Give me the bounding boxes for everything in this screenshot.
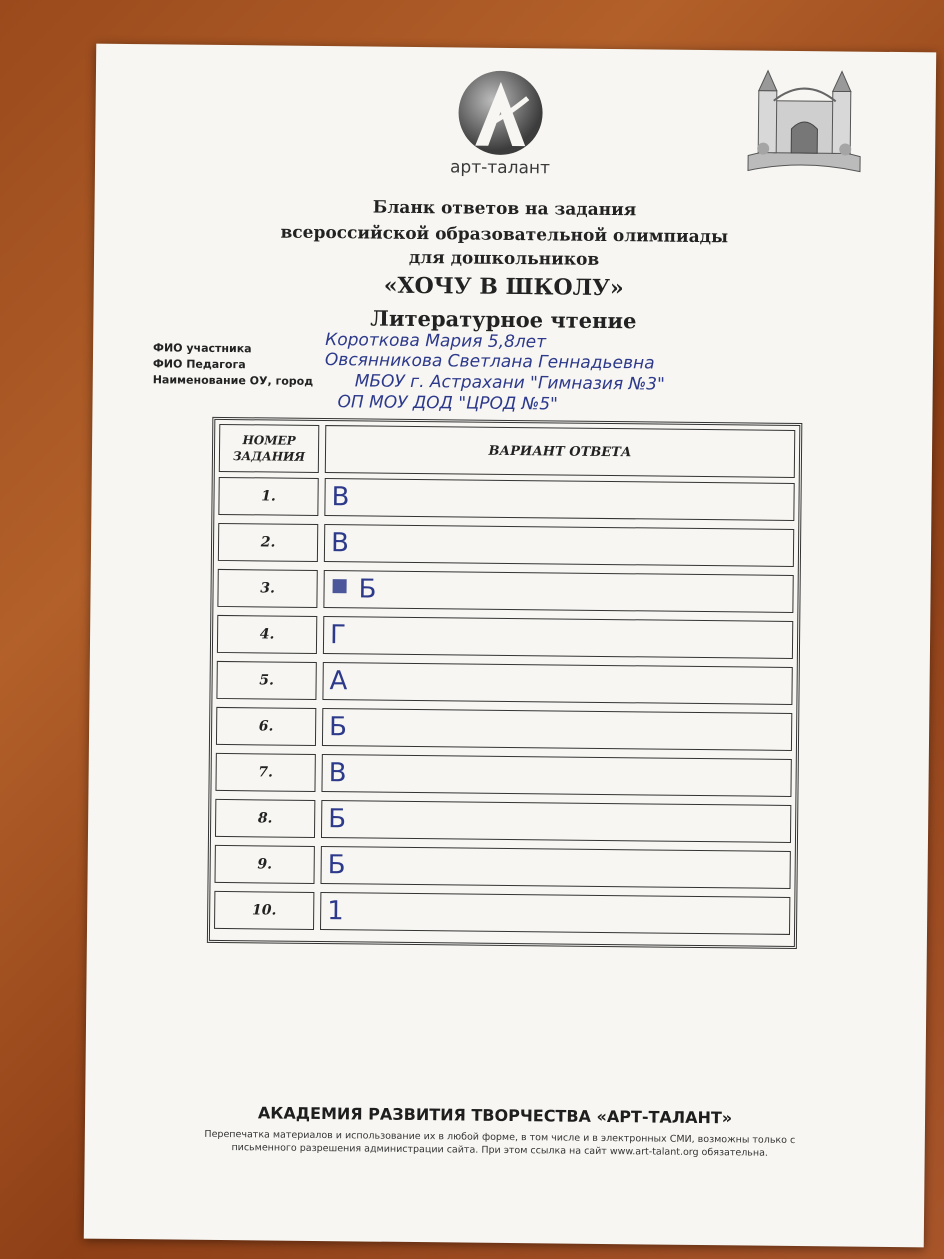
participant-value: Короткова Мария 5,8лет — [325, 330, 547, 353]
table-row — [218, 523, 794, 567]
form-title: Бланк ответов на задания — [372, 197, 637, 221]
answer-cell: Б — [320, 846, 790, 889]
form-subtitle: всероссийской образовательной олимпиады — [280, 222, 729, 248]
brand-name: арт-талант — [449, 157, 551, 179]
table-row — [217, 615, 793, 659]
task-number: 9. — [214, 845, 314, 884]
table-row — [214, 891, 790, 935]
table-row — [216, 661, 792, 705]
footer-note: Перепечатка материалов и использование их в любой форме, в том числе и в электронных СМИ, возможны только с письменного разрешения администрации сайта. При этом ссылка на сайт www.art-talant.org обязательна. — [204, 1128, 796, 1159]
table-row — [214, 845, 790, 889]
school-label: Наименование ОУ, город — [152, 373, 314, 388]
footer-title: АКАДЕМИЯ РАЗВИТИЯ ТВОРЧЕСТВА «АРТ-ТАЛАНТ» — [257, 1103, 733, 1128]
answer-cell: Б — [322, 708, 792, 751]
column-header-number: НОМЕР ЗАДАНИЯ — [219, 424, 319, 473]
answer-cell: В — [321, 754, 791, 797]
task-number: 4. — [217, 615, 317, 654]
school-value-line2: ОП МОУ ДОД "ЦРОД №5" — [337, 392, 559, 415]
crossed-out-mark — [333, 579, 347, 593]
answer-sheet — [84, 44, 936, 1248]
teacher-value: Овсянникова Светлана Геннадьевна — [324, 350, 655, 374]
task-number: 8. — [215, 799, 315, 838]
castle-book-illustration-icon — [743, 60, 866, 176]
answer-cell: Б — [323, 570, 793, 613]
answer-cell: 1 — [320, 892, 790, 935]
participant-label: ФИО участника — [153, 341, 252, 356]
table-row — [216, 707, 792, 751]
task-number: 2. — [218, 523, 318, 562]
table-row — [215, 753, 791, 797]
answer-cell: А — [322, 662, 792, 705]
table-header-row — [219, 424, 795, 478]
answers-table — [207, 417, 802, 949]
task-number: 7. — [215, 753, 315, 792]
task-number: 1. — [218, 477, 318, 516]
task-number: 10. — [214, 891, 314, 930]
task-number: 3. — [217, 569, 317, 608]
column-header-answer: ВАРИАНТ ОТВЕТА — [325, 425, 795, 478]
art-talant-logo-icon — [455, 67, 546, 158]
form-audience: для дошкольников — [408, 247, 600, 270]
table-row — [215, 799, 791, 843]
teacher-label: ФИО Педагога — [152, 357, 246, 372]
task-number: 6. — [216, 707, 316, 746]
table-row — [218, 477, 794, 521]
subject-name: Литературное чтение — [370, 305, 637, 334]
task-number: 5. — [216, 661, 316, 700]
olympiad-name: «ХОЧУ В ШКОЛУ» — [383, 272, 624, 302]
answer-cell: В — [324, 478, 794, 521]
answer-cell: Б — [321, 800, 791, 843]
answer-cell: В — [324, 524, 794, 567]
table-row — [217, 569, 793, 613]
answer-cell: Г — [323, 616, 793, 659]
school-value-line1: МБОУ г. Астрахани "Гимназия №3" — [354, 371, 665, 395]
